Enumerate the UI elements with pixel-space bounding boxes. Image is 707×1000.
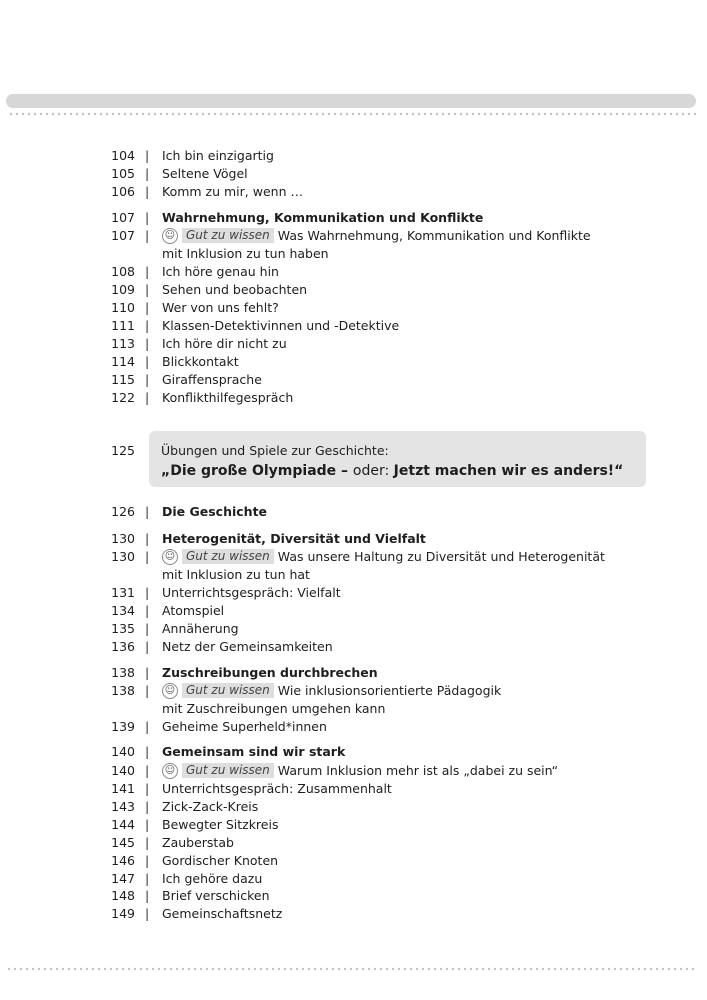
- separator: |: [145, 354, 150, 369]
- entry-continuation: mit Inklusion zu tun hat: [162, 567, 310, 582]
- separator: |: [145, 264, 150, 279]
- page-number: 130: [111, 549, 135, 564]
- section-title: Gemeinsam sind wir stark: [162, 744, 346, 759]
- smiley-icon: ☺: [162, 683, 178, 699]
- entry-title: Unterrichtsgespräch: Vielfalt: [162, 585, 341, 600]
- separator: |: [145, 603, 150, 618]
- story-intro: Übungen und Spiele zur Geschichte:: [161, 443, 389, 458]
- entry-title: Seltene Vögel: [162, 166, 248, 181]
- toc-entry[interactable]: [0, 602, 707, 620]
- separator: |: [145, 719, 150, 734]
- story-page-number: 125: [111, 443, 135, 458]
- separator: |: [145, 817, 150, 832]
- entry-title: Netz der Gemeinsamkeiten: [162, 639, 333, 654]
- entry-title: Was Wahrnehmung, Kommunikation und Konflikte: [277, 228, 591, 243]
- page-number: 113: [111, 336, 135, 351]
- gut-zu-wissen-badge: [162, 549, 274, 565]
- page-number: 149: [111, 906, 135, 921]
- entry-title: Zauberstab: [162, 835, 234, 850]
- separator: |: [145, 148, 150, 163]
- toc-entry[interactable]: [0, 638, 707, 656]
- page-number: 148: [111, 888, 135, 903]
- entry-title: Wie inklusionsorientierte Pädagogik: [277, 683, 502, 698]
- entry-title: Warum Inklusion mehr ist als „dabei zu sein“: [277, 763, 559, 778]
- page-number: 131: [111, 585, 135, 600]
- page-number: 108: [111, 264, 135, 279]
- toc-section-heading[interactable]: [0, 743, 707, 761]
- entry-title: Bewegter Sitzkreis: [162, 817, 279, 832]
- toc-entry[interactable]: [0, 281, 707, 299]
- toc-entry-gut-zu-wissen[interactable]: [0, 682, 707, 700]
- toc-entry[interactable]: [0, 905, 707, 923]
- page-number: 107: [111, 210, 135, 225]
- entry-title: Ich gehöre dazu: [162, 871, 263, 886]
- badge-label: Gut zu wissen: [182, 763, 274, 778]
- toc-entry[interactable]: [0, 870, 707, 888]
- separator: |: [145, 888, 150, 903]
- badge-label: Gut zu wissen: [182, 683, 274, 698]
- badge-label: Gut zu wissen: [182, 228, 274, 243]
- separator: |: [145, 799, 150, 814]
- separator: |: [145, 639, 150, 654]
- entry-title: Blickkontakt: [162, 354, 239, 369]
- page-number: 114: [111, 354, 135, 369]
- toc-entry[interactable]: [0, 299, 707, 317]
- entry-title: Klassen-Detektivinnen und -Detektive: [162, 318, 400, 333]
- separator: |: [145, 549, 150, 564]
- toc-entry[interactable]: [0, 183, 707, 201]
- separator: |: [145, 665, 150, 680]
- dotted-divider-bottom: [6, 967, 696, 971]
- separator: |: [145, 835, 150, 850]
- separator: |: [145, 390, 150, 405]
- separator: |: [145, 906, 150, 921]
- gut-zu-wissen-badge: [162, 228, 274, 244]
- page-number: 145: [111, 835, 135, 850]
- separator: |: [145, 300, 150, 315]
- entry-title: Ich bin einzigartig: [162, 148, 274, 163]
- toc-entry[interactable]: [0, 887, 707, 905]
- smiley-icon: ☺: [162, 763, 178, 779]
- section-title: Die Geschichte: [162, 504, 268, 519]
- entry-title: Sehen und beobachten: [162, 282, 308, 297]
- toc-section-heading[interactable]: [0, 664, 707, 682]
- page-number: 111: [111, 318, 135, 333]
- toc-entry[interactable]: [0, 620, 707, 638]
- separator: |: [145, 318, 150, 333]
- entry-title: Annäherung: [162, 621, 239, 636]
- page-number: 138: [111, 683, 135, 698]
- toc-entry[interactable]: [0, 165, 707, 183]
- page-number: 141: [111, 781, 135, 796]
- page-number: 147: [111, 871, 135, 886]
- toc-entry[interactable]: [0, 263, 707, 281]
- page-number: 104: [111, 148, 135, 163]
- page-number: 110: [111, 300, 135, 315]
- entry-title: Zick-Zack-Kreis: [162, 799, 259, 814]
- story-title: „Die große Olympiade – oder: Jetzt machen wir es anders!“: [161, 463, 624, 479]
- page-number: 140: [111, 744, 135, 759]
- separator: |: [145, 531, 150, 546]
- toc-entry[interactable]: [0, 834, 707, 852]
- entry-title: Gemeinschaftsnetz: [162, 906, 283, 921]
- toc-entry-gut-zu-wissen[interactable]: [0, 762, 707, 780]
- toc-section-heading[interactable]: [0, 503, 707, 521]
- page-number: 146: [111, 853, 135, 868]
- separator: |: [145, 504, 150, 519]
- page-number: 107: [111, 228, 135, 243]
- toc-entry[interactable]: [0, 584, 707, 602]
- page-number: 130: [111, 531, 135, 546]
- page-number: 136: [111, 639, 135, 654]
- separator: |: [145, 336, 150, 351]
- page-number: 135: [111, 621, 135, 636]
- entry-title: Unterrichtsgespräch: Zusammenhalt: [162, 781, 392, 796]
- page-number: 105: [111, 166, 135, 181]
- page-number: 109: [111, 282, 135, 297]
- page-number: 144: [111, 817, 135, 832]
- header-band: [6, 94, 696, 108]
- entry-continuation: mit Inklusion zu tun haben: [162, 246, 329, 261]
- entry-title: Geheime Superheld*innen: [162, 719, 327, 734]
- page-number: 122: [111, 390, 135, 405]
- page-number: 115: [111, 372, 135, 387]
- separator: |: [145, 683, 150, 698]
- toc-section-heading[interactable]: [0, 530, 707, 548]
- separator: |: [145, 372, 150, 387]
- separator: |: [145, 871, 150, 886]
- toc-entry[interactable]: [0, 852, 707, 870]
- entry-continuation: mit Zuschreibungen umgehen kann: [162, 701, 386, 716]
- toc-entry[interactable]: [0, 371, 707, 389]
- toc-entry[interactable]: [0, 780, 707, 798]
- page-number: 140: [111, 763, 135, 778]
- entry-title: Atomspiel: [162, 603, 225, 618]
- toc-entry[interactable]: [0, 335, 707, 353]
- page-number: 106: [111, 184, 135, 199]
- section-title: Zuschreibungen durchbrechen: [162, 665, 378, 680]
- page-number: 138: [111, 665, 135, 680]
- entry-title: Komm zu mir, wenn …: [162, 184, 303, 199]
- gut-zu-wissen-badge: [162, 683, 274, 699]
- badge-label: Gut zu wissen: [182, 549, 274, 564]
- page-number: 126: [111, 504, 135, 519]
- entry-title: Giraffensprache: [162, 372, 262, 387]
- section-title: Wahrnehmung, Kommunikation und Konflikte: [162, 210, 484, 225]
- dotted-divider-top: [8, 112, 698, 116]
- entry-title: Brief verschicken: [162, 888, 270, 903]
- page-number: 134: [111, 603, 135, 618]
- entry-title: Was unsere Haltung zu Diversität und Heterogenität: [277, 549, 605, 564]
- separator: |: [145, 166, 150, 181]
- toc-entry[interactable]: [0, 798, 707, 816]
- toc-entry-gut-zu-wissen[interactable]: [0, 227, 707, 245]
- separator: |: [145, 781, 150, 796]
- entry-title: Ich höre dir nicht zu: [162, 336, 287, 351]
- toc-entry-gut-zu-wissen[interactable]: [0, 548, 707, 566]
- toc-entry[interactable]: [0, 317, 707, 335]
- toc-entry[interactable]: [0, 353, 707, 371]
- separator: |: [145, 744, 150, 759]
- toc-section-heading[interactable]: [0, 209, 707, 227]
- separator: |: [145, 853, 150, 868]
- toc-entry[interactable]: [0, 147, 707, 165]
- smiley-icon: ☺: [162, 549, 178, 565]
- entry-title: Konflikthilfegespräch: [162, 390, 294, 405]
- gut-zu-wissen-badge: [162, 763, 274, 779]
- toc-entry[interactable]: [0, 718, 707, 736]
- separator: |: [145, 210, 150, 225]
- entry-title: Ich höre genau hin: [162, 264, 279, 279]
- entry-title: Gordischer Knoten: [162, 853, 279, 868]
- toc-entry[interactable]: [0, 816, 707, 834]
- separator: |: [145, 763, 150, 778]
- page-number: 143: [111, 799, 135, 814]
- page-number: 139: [111, 719, 135, 734]
- entry-title: Wer von uns fehlt?: [162, 300, 279, 315]
- separator: |: [145, 621, 150, 636]
- smiley-icon: ☺: [162, 228, 178, 244]
- section-title: Heterogenität, Diversität und Vielfalt: [162, 531, 426, 546]
- separator: |: [145, 184, 150, 199]
- separator: |: [145, 282, 150, 297]
- separator: |: [145, 228, 150, 243]
- separator: |: [145, 585, 150, 600]
- toc-entry[interactable]: [0, 389, 707, 407]
